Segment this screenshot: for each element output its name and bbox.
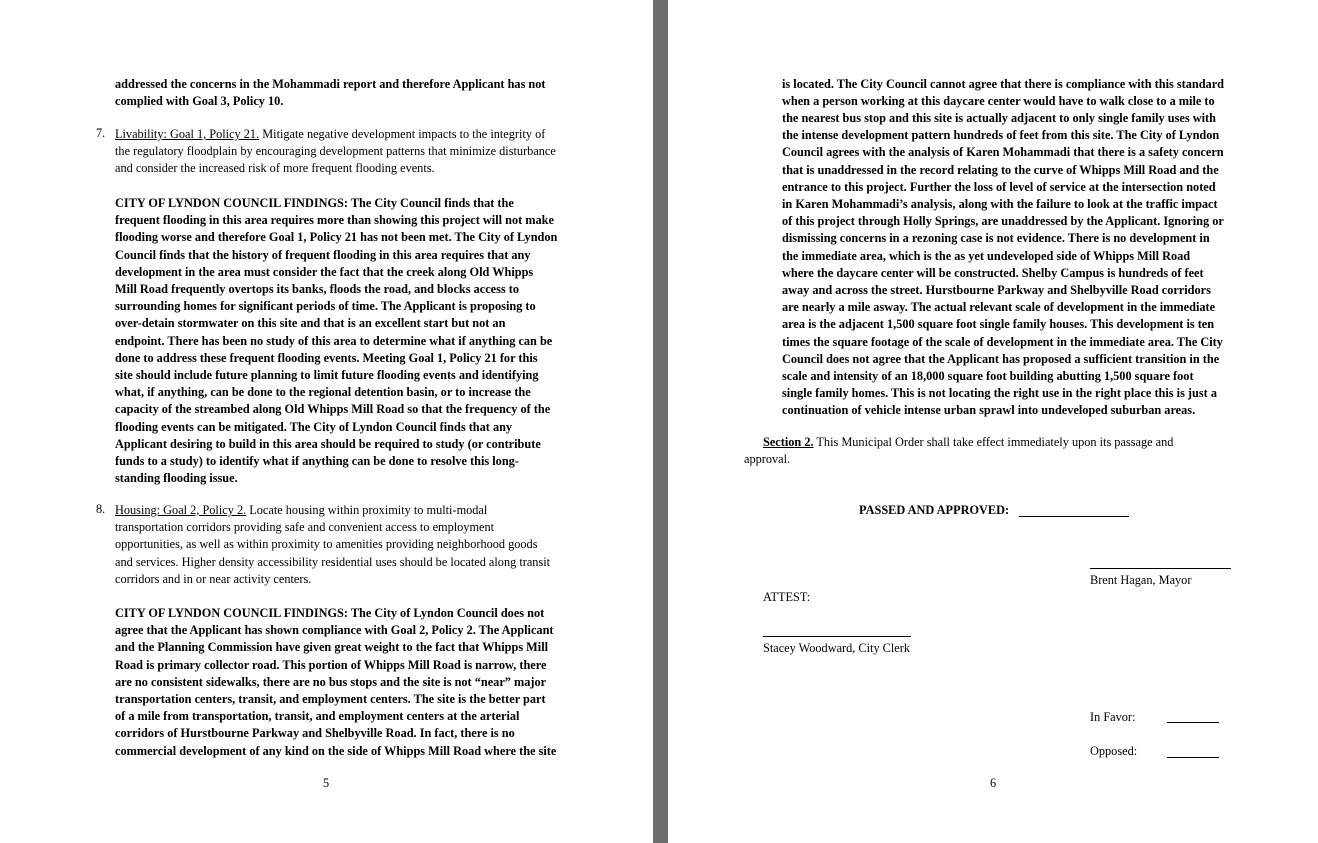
mayor-name: Brent Hagan, Mayor [1090, 573, 1192, 587]
text-line: the intense development pattern hundreds of feet from this site. The City of Lyndon [782, 128, 1220, 143]
text-line: flooding worse and therefore Goal 1, Policy 21 has not been met. The City of Lyndon [115, 230, 558, 245]
text-line: opportunities, as well as within proximity to amenities providing neighborhood goods [115, 537, 538, 552]
text-line: over-detain stormwater on this site and that is an excellent start but not an [115, 316, 506, 331]
text-line: commercial development of any kind on the side of Whipps Mill Road where the site [115, 743, 557, 758]
text-line: surrounding homes for significant periods of time. The Applicant is proposing to [115, 299, 536, 314]
text-line: complied with Goal 3, Policy 10. [115, 93, 284, 108]
text-line: agree that the Applicant has shown compliance with Goal 2, Policy 2. The Applicant [115, 623, 554, 638]
item-8-number: 8. [96, 502, 106, 516]
text-line: scale and intensity of an 18,000 square foot building abutting 1,500 square foot [782, 368, 1194, 383]
text-line: capacity of the streambed along Old Whipps Mill Road so that the frequency of the [115, 402, 551, 417]
text-line: when a person working at this daycare center would have to walk close to a mile to [782, 93, 1215, 108]
item-8-first-line-text: Locate housing within proximity to multi-modal [246, 503, 488, 517]
page-number-5: 5 [323, 776, 330, 790]
attest-label: ATTEST: [763, 590, 811, 604]
in-favor-line [1167, 722, 1219, 723]
text-line: corridors and in or near activity centers. [115, 571, 312, 586]
clerk-name: Stacey Woodward, City Clerk [763, 641, 911, 655]
text-line: flooding events can be mitigated. The City of Lyndon Council finds that any [115, 419, 513, 434]
text-line: away and across the street. Hurstbourne Parkway and Shelbyville Road corridors [782, 282, 1211, 297]
clerk-signature-line [763, 636, 911, 637]
text-line: done to address these frequent flooding events. Meeting Goal 1, Policy 21 for this [115, 350, 538, 365]
text-line: is located. The City Council cannot agree that there is compliance with this standard [782, 76, 1225, 91]
text-line: times the square footage of the scale of development in the immediate area. The City [782, 334, 1223, 349]
text-line: entrance to this project. Further the loss of level of service at the intersection noted [782, 179, 1216, 194]
text-line: endpoint. There has been no study of this area to determine what if anything can be [115, 333, 553, 348]
findings-8-first-line-text: The City of Lyndon Council does not [348, 606, 545, 620]
passed-signature-line [1019, 516, 1129, 517]
text-line: and consider the increased risk of more frequent flooding events. [115, 161, 435, 176]
section-2-line-2: approval. [744, 452, 791, 466]
text-line: are no consistent sidewalks, there are no bus stops and the site is not “near” major [115, 674, 547, 689]
text-line: and the Planning Commission have given great weight to the fact that Whipps Mill [115, 640, 549, 655]
passed-and-approved-label: PASSED AND APPROVED: [859, 503, 1010, 517]
in-favor-label: In Favor: [1090, 710, 1136, 724]
text-line: the nearest bus stop and this site is actually adjacent to only single family uses with [782, 110, 1216, 125]
item-8-first-line [115, 502, 487, 519]
text-line: Council finds that the history of frequent flooding in this area requires that any [115, 247, 531, 262]
text-line: frequent flooding in this area requires more than showing this project will not make [115, 213, 554, 228]
text-line: and services. Higher density accessibility residential uses should be located along transit [115, 554, 551, 569]
findings-7-first-line [115, 195, 514, 212]
text-line: are nearly a mile asway. The actual relevant scale of development in the immediate [782, 300, 1216, 315]
text-line: area is the adjacent 1,500 square foot single family houses. This development is ten [782, 317, 1215, 332]
item-7-first-line-text: Mitigate negative development impacts to the integrity of [259, 127, 546, 141]
text-line: the immediate area, which is the as yet undeveloped side of Whipps Mill Road [782, 248, 1191, 263]
text-line: addressed the concerns in the Mohammadi report and therefore Applicant has not [115, 76, 546, 91]
findings-8-first-line [115, 605, 544, 622]
item-7-first-line [115, 126, 545, 143]
item-8-heading: Housing: Goal 2, Policy 2. [115, 503, 247, 517]
text-line: in Karen Mohammadi’s analysis, along with the failure to look at the traffic impact [782, 196, 1218, 211]
text-line: transportation centers, transit, and employment centers. The site is the better part [115, 692, 546, 706]
findings-7-first-line-text: The City Council finds that the [348, 196, 514, 210]
text-line: what, if anything, can be done to the regional detention basin, or to increase the [115, 385, 531, 400]
text-line: the regulatory floodplain by encouraging development patterns that minimize disturbance [115, 144, 556, 159]
text-line: single family homes. This is not locating the right use in the right place this is just a [782, 386, 1217, 401]
text-line: Mill Road frequently overtops its banks, floods the road, and blocks access to [115, 282, 520, 296]
text-line: where the daycare center will be constructed. Shelby Campus is hundreds of feet [782, 265, 1204, 280]
text-line: continuation of vehicle intense urban sprawl into undeveloped suburban areas. [782, 403, 1196, 418]
text-line: of a mile from transportation, transit, and employment centers at the arterial [115, 709, 520, 724]
section-2-text-1: This Municipal Order shall take effect immediately upon its passage and [813, 435, 1174, 449]
findings-8-label: CITY OF LYNDON COUNCIL FINDINGS: [115, 606, 348, 620]
text-line: of this project through Holly Springs, are unaddressed by the Applicant. Ignoring or [782, 214, 1224, 229]
document-page-6 [668, 0, 1318, 843]
item-7-number: 7. [96, 126, 106, 140]
section-2-label: Section 2. [763, 435, 814, 449]
findings-7-label: CITY OF LYNDON COUNCIL FINDINGS: [115, 196, 348, 210]
item-7-heading: Livability: Goal 1, Policy 21. [115, 127, 260, 141]
text-line: Road is primary collector road. This portion of Whipps Mill Road is narrow, there [115, 657, 547, 672]
opposed-line [1167, 757, 1219, 758]
text-line: Council does not agree that the Applicant has proposed a sufficient transition in the [782, 351, 1220, 366]
text-line: that is unaddressed in the record relating to the curve of Whipps Mill Road and the [782, 162, 1219, 177]
text-line: site should include future planning to limit future flooding events and identifying [115, 368, 539, 382]
text-line: dismissing concerns in a rezoning case is not evidence. There is no development in [782, 231, 1210, 246]
text-line: corridors of Hurstbourne Parkway and Shelbyville Road. In fact, there is no [115, 726, 515, 741]
mayor-signature-line [1090, 568, 1231, 569]
document-page-5 [0, 0, 653, 843]
text-line: standing flooding issue. [115, 471, 238, 486]
text-line: development in the area must consider the fact that the creek along Old Whipps [115, 264, 534, 279]
text-line: Council agrees with the analysis of Karen Mohammadi that there is a safety concern [782, 145, 1224, 160]
opposed-label: Opposed: [1090, 744, 1138, 758]
text-line: Applicant desiring to build in this area should be required to study (or contribute [115, 436, 541, 451]
text-line: transportation corridors providing safe and convenient access to employment [115, 520, 495, 535]
text-line: funds to a study) to identify what if anything can be done to resolve this long- [115, 454, 519, 468]
page-number-6: 6 [990, 776, 997, 790]
section-2-line-1 [763, 434, 1173, 451]
